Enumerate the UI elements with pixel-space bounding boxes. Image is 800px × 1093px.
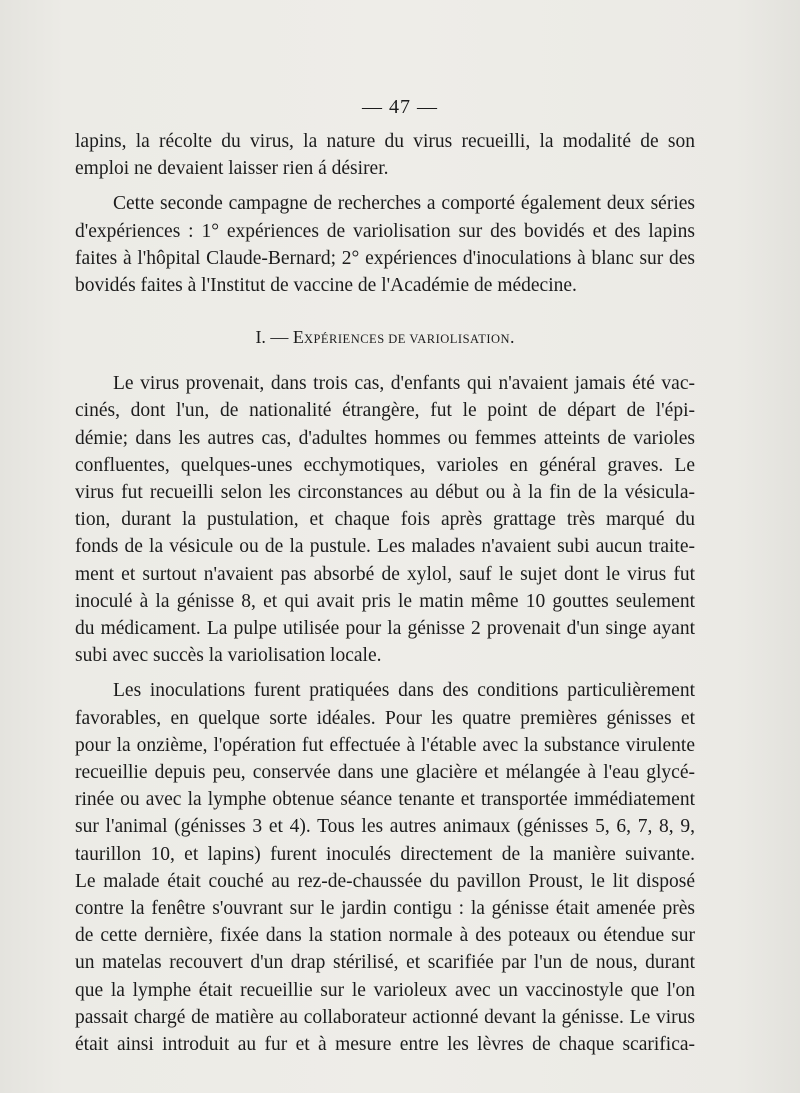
text-line: inoculé à la génisse 8, et qui avait pris le matin même 10 gouttes seulement	[75, 590, 695, 612]
text-line: passait chargé de matière au collaborateur actionné devant la génisse. Le virus	[75, 1006, 695, 1028]
text-line: ment et surtout n'avaient pas absorbé de xylol, sauf le sujet dont le virus fut	[75, 563, 695, 585]
text-line: taurillon 10, et lapins) furent inoculés directement de la manière suivante.	[75, 843, 695, 865]
text-line: démie; dans les autres cas, d'adultes hommes ou femmes atteints de varioles	[75, 427, 695, 449]
heading-word: XPÉRIENCES	[303, 332, 385, 347]
text-line: faites à l'hôpital Claude-Bernard; 2° expériences d'inoculations à blanc sur des	[75, 247, 695, 269]
text-line: virus fut recueilli selon les circonstances au début ou à la fin de la vésicula-	[75, 482, 695, 504]
text-line: était ainsi introduit au fur et à mesure entre les lèvres de chaque scarifica-	[75, 1034, 695, 1056]
text-line: rinée ou avec la lymphe obtenue séance tenante et transportée immédiatement	[75, 789, 695, 811]
text-line: Cette seconde campagne de recherches a comporté également deux séries	[113, 193, 695, 215]
text-line: de cette dernière, fixée dans la station normale à des poteaux ou étendue sur	[75, 925, 695, 947]
section-heading	[75, 326, 695, 350]
text-line: subi avec succès la variolisation locale.	[75, 645, 382, 667]
text-line: Le malade était couché au rez-de-chaussée du pavillon Proust, le lit disposé	[75, 870, 695, 892]
text-line: bovidés faites à l'Institut de vaccine de l'Académie de médecine.	[75, 275, 577, 297]
text-line: un matelas recouvert d'un drap stérilisé, et scarifiée par l'un de nous, durant	[75, 952, 695, 974]
text-line: tion, durant la pustulation, et chaque fois après grattage très marqué du	[75, 509, 695, 531]
page-number: — 47 —	[362, 96, 438, 118]
paragraph-inoculations	[75, 677, 695, 1058]
heading-end: .	[510, 327, 515, 348]
text-line: que la lymphe était recueillie sur le varioleux avec un vaccinostyle que l'on	[75, 979, 695, 1001]
text-line: favorables, en quelque sorte idéales. Pour les quatre premières génisses et	[75, 707, 695, 729]
paragraph-virus-origin	[75, 370, 695, 669]
text-line: fonds de la vésicule ou de la pustule. Les malades n'avaient subi aucun traite-	[75, 536, 695, 558]
text-line: cinés, dont l'un, de nationalité étrangère, fut le point de départ de l'épi-	[75, 400, 695, 422]
heading-word: DE	[384, 332, 410, 347]
text-line: du médicament. La pulpe utilisée pour la génisse 2 provenait d'un singe ayant	[75, 618, 695, 640]
heading-word: VARIOLISATION	[409, 332, 511, 347]
text-line: sur l'animal (génisses 3 et 4). Tous les autres animaux (génisses 5, 6, 7, 8, 9,	[75, 816, 695, 838]
text-line: lapins, la récolte du virus, la nature du virus recueilli, la modalité de son	[75, 131, 695, 152]
body-text	[75, 128, 695, 1058]
text-line: contre la fenêtre s'ouvrant sur le jardin contigu : la génisse était amenée près	[75, 898, 695, 920]
text-line: recueillie depuis peu, conservée dans une glacière et mélangée à l'eau glycé-	[75, 762, 695, 784]
heading-numeral: I. — E	[255, 327, 304, 348]
text-line: pour la onzième, l'opération fut effectuée à l'étable avec la substance virulente	[75, 734, 695, 756]
text-line: d'expériences : 1° expériences de variolisation sur des bovidés et des lapins	[75, 220, 695, 242]
text-line: confluentes, quelques-unes ecchymotiques, varioles en général graves. Le	[75, 454, 695, 476]
text-line: Les inoculations furent pratiquées dans des conditions particulièrement	[113, 680, 695, 702]
paragraph-continuation	[75, 128, 695, 182]
text-line: Le virus provenait, dans trois cas, d'enfants qui n'avaient jamais été vac-	[113, 373, 695, 395]
text-line: emploi ne devaient laisser rien á désirer.	[75, 158, 389, 180]
paragraph-campaign	[75, 190, 695, 299]
